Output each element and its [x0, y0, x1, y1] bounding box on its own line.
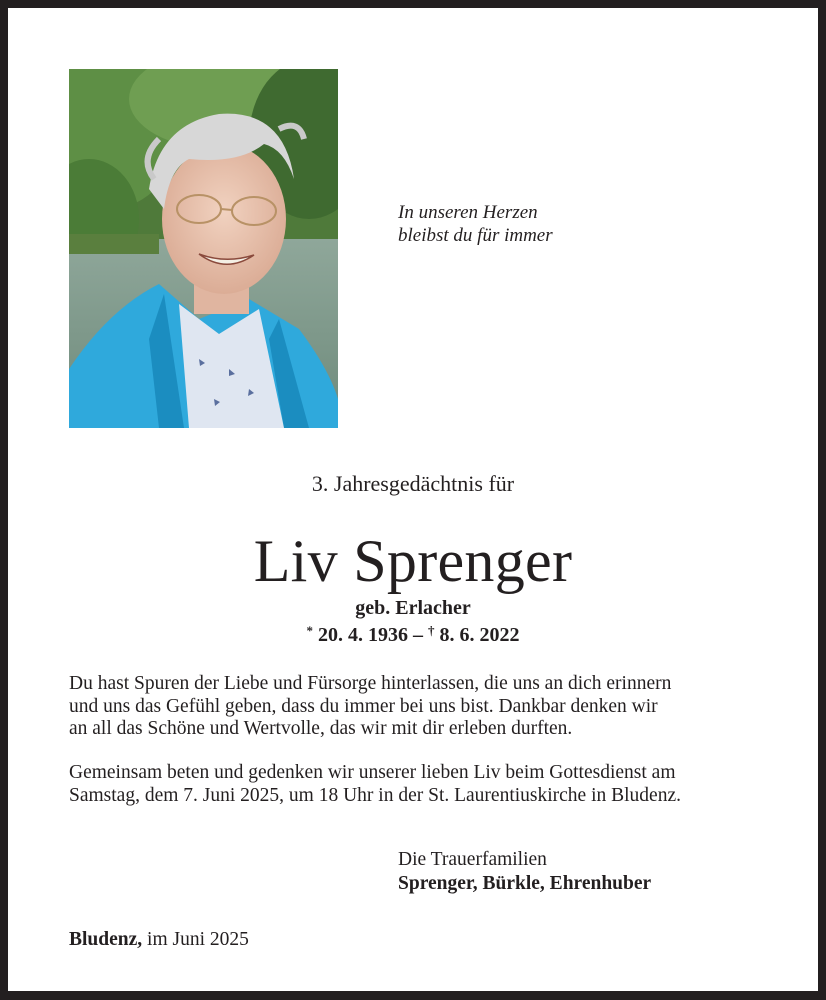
family-names: Sprenger, Bürkle, Ehrenhuber [398, 873, 652, 894]
quote-line: bleibst du für immer [398, 225, 553, 246]
place-date-text: im Juni 2025 [147, 929, 249, 950]
place-date [69, 928, 249, 952]
quote-line: In unseren Herzen [398, 202, 538, 223]
signature-block [398, 848, 651, 896]
paragraph-line: und uns das Gefühl geben, dass du immer bei uns bist. Dankbar denken wir [69, 695, 658, 717]
portrait-photo [69, 69, 338, 428]
paragraph-line: an all das Schöne und Wertvolle, das wir mit dir erleben durften. [69, 718, 573, 739]
birth-symbol: * [306, 623, 313, 638]
obituary-notice [8, 8, 818, 991]
paragraph-line: Gemeinsam beten und gedenken wir unserer lieben Liv beim Gottesdienst am [69, 762, 676, 783]
death-symbol: † [428, 623, 435, 638]
deceased-name: Liv Sprenger [253, 528, 573, 594]
paragraph-line: Samstag, dem 7. Juni 2025, um 18 Uhr in der St. Laurentiuskirche in Bludenz. [69, 784, 681, 806]
birth-date: 20. 4. 1936 [318, 624, 408, 646]
paragraph-line: Du hast Spuren der Liebe und Fürsorge hinterlassen, die uns an dich erinnern [69, 673, 672, 694]
signature-intro: Die Trauerfamilien [398, 849, 547, 870]
date-separator: – [413, 624, 423, 646]
tribute-paragraph [69, 673, 769, 741]
life-dates [8, 619, 818, 647]
anniversary-label: 3. Jahresgedächtnis für [311, 471, 515, 496]
place-city: Bludenz, [69, 929, 143, 950]
portrait-image-icon [69, 69, 338, 428]
maiden-name: geb. Erlacher [355, 597, 471, 619]
memorial-quote [398, 201, 553, 247]
death-date: 8. 6. 2022 [439, 624, 520, 646]
service-paragraph [69, 762, 769, 807]
